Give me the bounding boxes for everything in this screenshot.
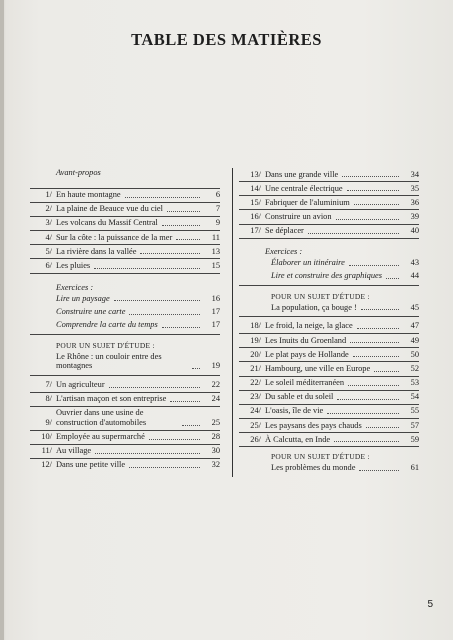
toc-entry: [30, 189, 220, 202]
entry-number: 7/: [45, 380, 52, 390]
entry-page: 25: [211, 418, 220, 428]
toc-entry: [239, 225, 419, 238]
entry-title: Se déplacer: [265, 226, 304, 236]
entry-title: Dans une grande ville: [265, 169, 339, 179]
toc-entry: [30, 245, 220, 258]
entry-number: 4/: [45, 232, 52, 242]
entry-title: Les pluies: [56, 260, 91, 270]
exercices-section: [30, 274, 220, 334]
entry-page: 50: [410, 349, 419, 359]
entry-page: 19: [211, 361, 220, 371]
toc-entry: [239, 377, 419, 390]
entry-number: 12/: [41, 460, 52, 470]
entry-title: À Calcutta, en Inde: [265, 434, 331, 444]
entry-page: 36: [410, 197, 419, 207]
entry-page: 9: [215, 218, 220, 228]
page-spine-shadow: [0, 0, 4, 640]
entry-page: 17: [211, 306, 220, 316]
entry-page: 44: [410, 271, 419, 281]
entry-title: Le froid, la neige, la glace: [265, 321, 353, 331]
entry-title: Au village: [56, 446, 92, 456]
entry-number: 15/: [250, 197, 261, 207]
entry-title: Les paysans des pays chauds: [265, 420, 362, 430]
exercice-title: Lire et construire des graphiques: [271, 271, 383, 281]
toc-entry: [30, 431, 220, 444]
exercices-heading: Exercices :: [265, 246, 303, 256]
toc-entry: [30, 376, 220, 392]
entry-page: 15: [211, 260, 220, 270]
entry-page: 22: [211, 380, 220, 390]
exercice-title: Élaborer un itinéraire: [271, 257, 345, 267]
exercice-entry: [30, 292, 220, 305]
entry-number: 23/: [250, 392, 261, 402]
exercice-title: Lire un paysage: [56, 293, 110, 303]
toc-entry: [239, 317, 419, 333]
entry-title: Fabriquer de l'aluminium: [265, 197, 350, 207]
entry-number: 2/: [45, 204, 52, 214]
toc-entry: [239, 362, 419, 375]
entry-number: 21/: [250, 363, 261, 373]
entry-page: 53: [410, 378, 419, 388]
entry-title: Sur la côte : la puissance de la mer: [56, 232, 173, 242]
page-number: 5: [427, 599, 433, 610]
entry-number: 17/: [250, 226, 261, 236]
entry-title: Les Inuits du Groenland: [265, 335, 347, 345]
entry-title: Du sable et du soleil: [265, 392, 334, 402]
entry-title: Construire un avion: [265, 211, 332, 221]
entry-number: 6/: [45, 260, 52, 270]
entry-page: 45: [410, 302, 419, 312]
entry-title: L'oasis, île de vie: [265, 406, 324, 416]
sujet-title: La population, ça bouge !: [271, 302, 357, 312]
sujet-entry: [30, 350, 220, 373]
entry-title: Une centrale électrique: [265, 183, 343, 193]
sujet-heading: POUR UN SUJET D'ÉTUDE :: [271, 291, 370, 301]
sujet-section: [30, 335, 220, 375]
entry-number: 3/: [45, 218, 52, 228]
entry-page: 61: [410, 463, 419, 473]
exercice-entry: [30, 305, 220, 318]
entry-number: 5/: [45, 246, 52, 256]
sujet-section: [239, 286, 419, 317]
page-title: TABLE DES MATIÈRES: [131, 30, 322, 49]
entry-number: 26/: [250, 434, 261, 444]
entry-number: 25/: [250, 420, 261, 430]
toc-entry: [239, 168, 419, 181]
entry-page: 39: [410, 211, 419, 221]
entry-page: 28: [211, 432, 220, 442]
entry-page: 24: [211, 394, 220, 404]
entry-title: Dans une petite ville: [56, 460, 126, 470]
entry-page: 34: [410, 169, 419, 179]
entry-page: 47: [410, 321, 419, 331]
entry-title: Les volcans du Massif Central: [56, 218, 158, 228]
toc-entry: [239, 405, 419, 418]
exercice-title: Construire une carte: [56, 306, 126, 316]
exercice-entry: [30, 319, 220, 332]
entry-page: 57: [410, 420, 419, 430]
entry-number: 20/: [250, 349, 261, 359]
sujet-section: [239, 447, 419, 477]
entry-page: 54: [410, 392, 419, 402]
entry-number: 16/: [250, 211, 261, 221]
entry-page: 7: [215, 204, 220, 214]
entry-number: 11/: [41, 446, 52, 456]
entry-title: L'artisan maçon et son entreprise: [56, 394, 167, 404]
entry-number: 24/: [250, 406, 261, 416]
entry-title: Le soleil méditerranéen: [265, 378, 345, 388]
toc-entry: [30, 407, 220, 430]
exercice-entry: [245, 256, 419, 269]
entry-page: 59: [410, 434, 419, 444]
toc-entry: [239, 419, 419, 432]
entry-title: Le plat pays de Hollande: [265, 349, 349, 359]
sujet-title: Les problèmes du monde: [271, 463, 356, 473]
toc-right-column: [232, 168, 419, 477]
entry-page: 52: [410, 363, 419, 373]
entry-page: 55: [410, 406, 419, 416]
toc-entry: [30, 203, 220, 216]
exercice-title: Comprendre la carte du temps: [56, 320, 158, 330]
toc-entry: [239, 196, 419, 209]
entry-page: 49: [410, 335, 419, 345]
entry-number: 22/: [250, 378, 261, 388]
entry-title: Ouvrier dans une usine de construction d'automobiles: [56, 408, 147, 428]
avant-propos-label: Avant-propos: [56, 168, 101, 177]
toc-entry: [239, 391, 419, 404]
toc-entry: [30, 459, 220, 472]
sujet-title: Le Rhône : un couloir entre des montagnes: [56, 351, 162, 371]
entry-number: 8/: [45, 394, 52, 404]
toc-entry: [30, 217, 220, 230]
entry-title: La plaine de Beauce vue du ciel: [56, 204, 163, 214]
toc-entry: [239, 334, 419, 347]
entry-title: En haute montagne: [56, 190, 121, 200]
sujet-entry: [245, 301, 419, 314]
entry-number: 19/: [250, 335, 261, 345]
entry-title: Hambourg, une ville en Europe: [265, 363, 371, 373]
entry-number: 1/: [45, 190, 52, 200]
entry-page: 16: [211, 293, 220, 303]
toc-entry: [30, 259, 220, 272]
toc-entry: [30, 445, 220, 458]
entry-number: 10/: [41, 432, 52, 442]
exercices-heading: Exercices :: [56, 282, 94, 292]
entry-page: 6: [215, 190, 220, 200]
sujet-entry: [245, 462, 419, 475]
toc-entry: [239, 433, 419, 446]
entry-number: 9/: [45, 418, 52, 428]
entry-page: 35: [410, 183, 419, 193]
entry-page: 32: [211, 460, 220, 470]
toc-entry: [30, 393, 220, 406]
entry-title: Employée au supermarché: [56, 432, 145, 442]
toc-entry: [239, 210, 419, 223]
entry-title: La rivière dans la vallée: [56, 246, 137, 256]
entry-page: 11: [211, 232, 220, 242]
sujet-heading: POUR UN SUJET D'ÉTUDE :: [271, 452, 370, 462]
entry-page: 40: [410, 226, 419, 236]
entry-page: 17: [211, 320, 220, 330]
entry-number: 18/: [250, 321, 261, 331]
toc-entry: [239, 182, 419, 195]
toc-entry: [239, 348, 419, 361]
exercice-entry: [245, 270, 419, 283]
exercices-section: [239, 239, 419, 285]
entry-number: 14/: [250, 183, 261, 193]
entry-title: Un agriculteur: [56, 380, 105, 390]
sujet-heading: POUR UN SUJET D'ÉTUDE :: [56, 340, 155, 350]
entry-page: 13: [211, 246, 220, 256]
entry-number: 13/: [250, 169, 261, 179]
entry-page: 30: [211, 446, 220, 456]
toc-entry: [30, 231, 220, 244]
toc-left-column: [30, 168, 220, 472]
entry-page: 43: [410, 257, 419, 267]
